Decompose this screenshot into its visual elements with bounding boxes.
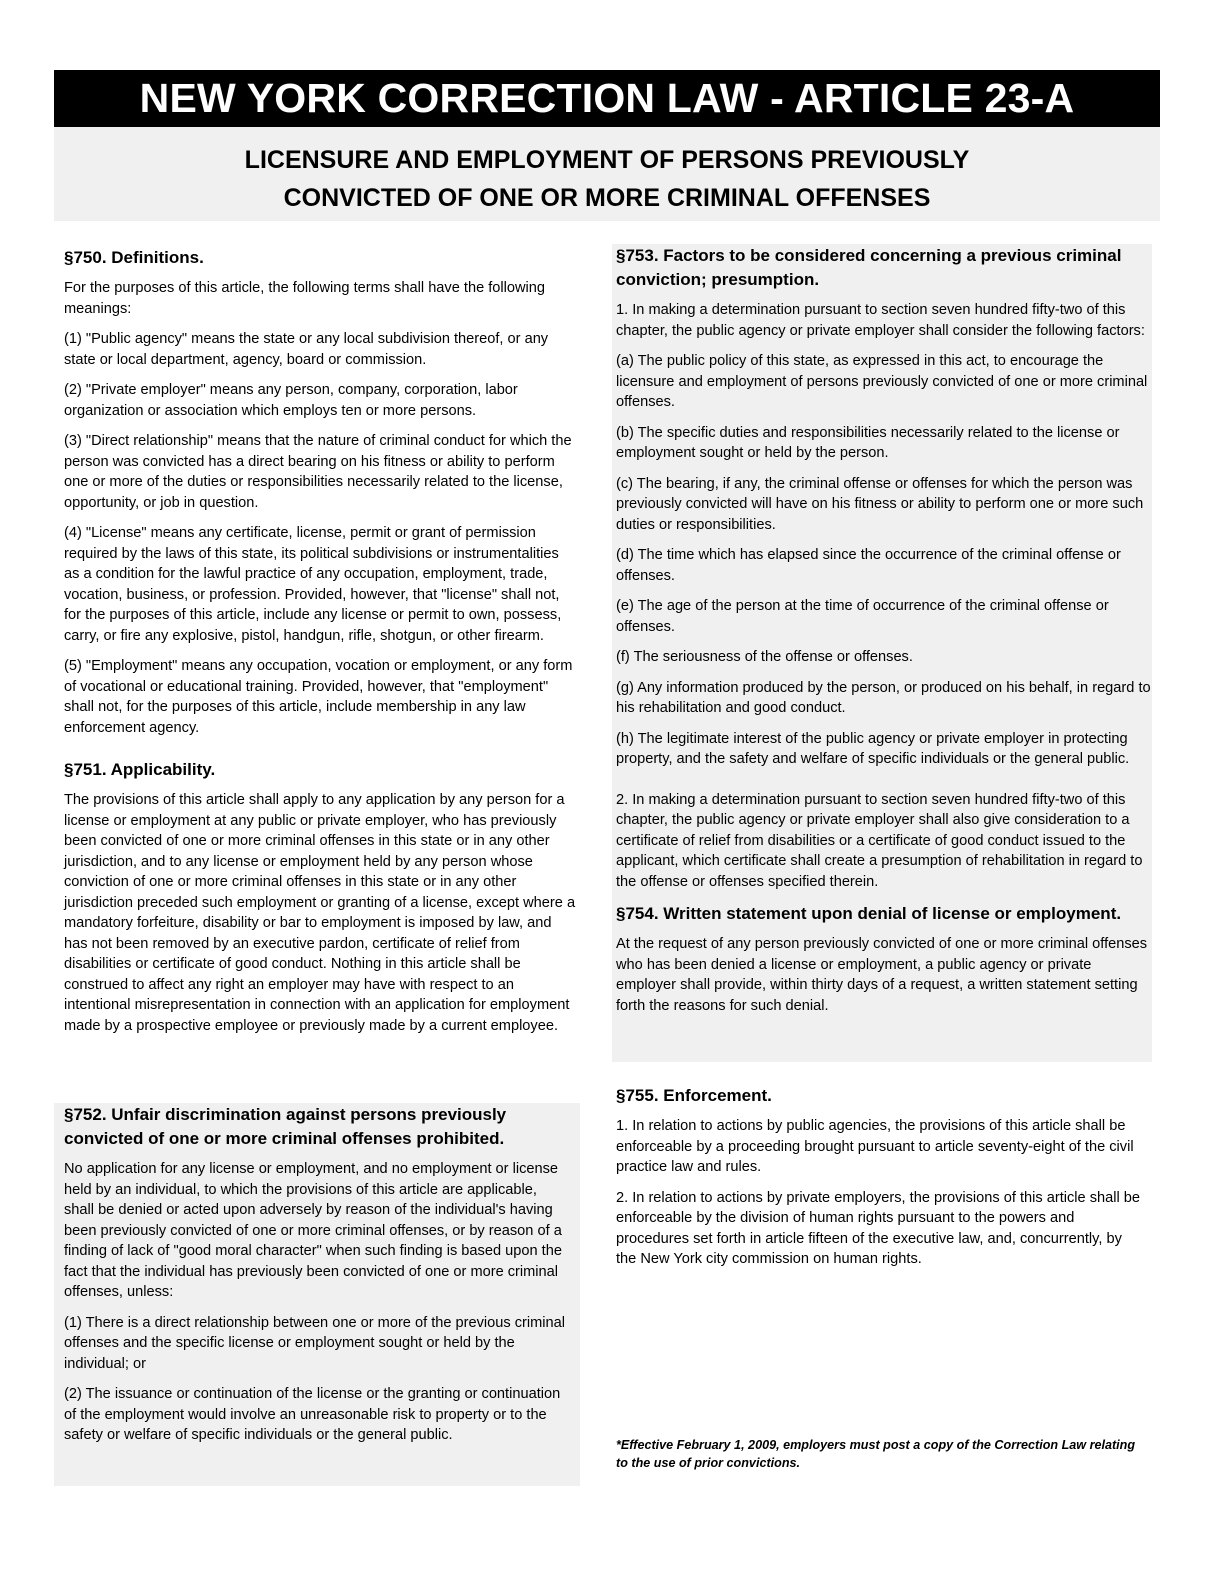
- section-752-item: (1) There is a direct relationship between one or more of the previous criminal offenses and the specific license or employment sought or held by the individual; or: [64, 1314, 566, 1372]
- subtitle-line-1: LICENSURE AND EMPLOYMENT OF PERSONS PREVIOUSLY: [244, 146, 970, 174]
- section-753-intro: 1. In making a determination pursuant to section seven hundred fifty-two of this chapter, the public agency or private employer shall consider the following factors:: [616, 302, 1145, 339]
- subtitle-band: [54, 127, 1160, 221]
- section-750-heading: §750. Definitions.: [64, 248, 204, 267]
- section-752-item: (2) The issuance or continuation of the license or the granting or continuation of the employment would involve an unreasonable risk to property or to the safety or welfare of specific individuals or the general public.: [64, 1386, 561, 1443]
- section-755: [616, 1084, 1146, 1280]
- section-754-body: At the request of any person previously convicted of one or more criminal offenses who has been denied a license or employment, a public agency or private employer shall provide, within thirty days of a request, a written statement setting forth the reasons for such denial.: [616, 936, 1148, 1014]
- section-753-factor: (b) The specific duties and responsibilities necessarily related to the license or employment sought or held by the person.: [616, 424, 1120, 461]
- subtitle-line-2: CONVICTED OF ONE OR MORE CRIMINAL OFFENSES: [283, 184, 931, 212]
- section-750-item: (5) "Employment" means any occupation, vocation or employment, or any form of vocational or educational training. Provided, however, that "employment" shall not, for the purposes of this article, include membership in any law enforcement agency.: [64, 658, 573, 736]
- section-751-body: The provisions of this article shall apply to any application by any person for a license or employment at any public or private employer, who has previously been convicted of one or more criminal offenses in this state or in any other jurisdiction, and to any license or employment held by any person whose conviction of one or more criminal offenses in this state or in any other jurisdiction preceded such employment or granting of a license, except where a mandatory forfeiture, disability or bar to employment is imposed by law, and has not been removed by an executive pardon, certificate of relief from disabilities or certificate of good conduct. Nothing in this article shall be construed to affect any right an employer may have with respect to an intentional misrepresentation in connection with an application for employment made by a prospective employee or previously made by a current employee.: [64, 792, 576, 1034]
- section-750-item: (1) "Public agency" means the state or any local subdivision thereof, or any state or local department, agency, board or commission.: [64, 331, 549, 368]
- section-753-factor: (e) The age of the person at the time of occurrence of the criminal offense or offenses.: [616, 598, 1109, 635]
- section-750-intro: For the purposes of this article, the following terms shall have the following meanings:: [64, 280, 546, 317]
- section-754-heading: §754. Written statement upon denial of license or employment.: [616, 904, 1122, 923]
- section-752: [54, 1103, 580, 1486]
- section-752-body: No application for any license or employment, and no employment or license held by an individual, to which the provisions of this article are applicable, shall be denied or acted upon adversely by reason of the individual's having been previously convicted of one or more criminal offenses, or by reason of a finding of lack of "good moral character" when such finding is based upon the fact that the individual has previously been convicted of one or more criminal offenses, unless:: [64, 1161, 562, 1300]
- section-753-factor: (d) The time which has elapsed since the occurrence of the criminal offense or offenses.: [616, 547, 1121, 584]
- section-753-factor: (g) Any information produced by the person, or produced on his behalf, in regard to his rehabilitation and good conduct.: [616, 679, 1151, 716]
- section-755-heading: §755. Enforcement.: [616, 1086, 772, 1105]
- section-750-item: (2) "Private employer" means any person, company, corporation, labor organization or association which employs ten or more persons.: [64, 382, 518, 419]
- section-753-heading: §753. Factors to be considered concerning a previous criminal conviction; presumption.: [616, 246, 1122, 289]
- page-title: NEW YORK CORRECTION LAW - ARTICLE 23-A: [54, 70, 1160, 127]
- section-750-751: [64, 246, 576, 1046]
- section-755-item: 1. In relation to actions by public agencies, the provisions of this article shall be enforceable by a proceeding brought pursuant to article seventy-eight of the civil practice law and rules.: [616, 1118, 1134, 1175]
- section-755-item: 2. In relation to actions by private employers, the provisions of this article shall be enforceable by the division of human rights pursuant to the powers and procedures set forth in article fifteen of the executive law, and, concurrently, by the New York city commission on human rights.: [616, 1189, 1141, 1267]
- section-753-factor: (h) The legitimate interest of the public agency or private employer in protecting property, and the safety and welfare of specific individuals or the general public.: [616, 730, 1130, 767]
- section-752-heading: §752. Unfair discrimination against persons previously convicted of one or more criminal offenses prohibited.: [64, 1105, 507, 1148]
- section-753-754: [612, 244, 1152, 1062]
- section-753-factor: (f) The seriousness of the offense or offenses.: [616, 649, 913, 665]
- section-753-factor: (a) The public policy of this state, as expressed in this act, to encourage the licensure and employment of persons previously convicted of one or more criminal offenses.: [616, 353, 1148, 410]
- section-750-item: (4) "License" means any certificate, license, permit or grant of permission required by the laws of this state, its political subdivisions or instrumentalities as a condition for the lawful practice of any occupation, employment, trade, vocation, business, or profession. Provided, however, that "license" shall not, for the purposes of this article, include any license or permit to own, possess, carry, or fire any explosive, pistol, handgun, rifle, shotgun, or other firearm.: [64, 525, 562, 644]
- section-753-para-2: 2. In making a determination pursuant to section seven hundred fifty-two of this chapter, the public agency or private employer shall also give consideration to a certificate of relief from disabilities or a certificate of good conduct issued to the applicant, which certificate shall create a presumption of rehabilitation in regard to the offense or offenses specified therein.: [616, 791, 1143, 890]
- section-751-heading: §751. Applicability.: [64, 760, 216, 779]
- section-753-factor: (c) The bearing, if any, the criminal offense or offenses for which the person was previously convicted will have on his fitness or ability to perform one or more such duties or responsibilities.: [616, 475, 1144, 533]
- section-750-item: (3) "Direct relationship" means that the nature of criminal conduct for which the person was convicted has a direct bearing on his fitness or ability to perform one or more of the duties or responsibilities necessarily related to the license, opportunity, or job in question.: [64, 433, 572, 511]
- footnote: *Effective February 1, 2009, employers must post a copy of the Correction Law relating to the use of prior convictions.: [616, 1438, 1136, 1470]
